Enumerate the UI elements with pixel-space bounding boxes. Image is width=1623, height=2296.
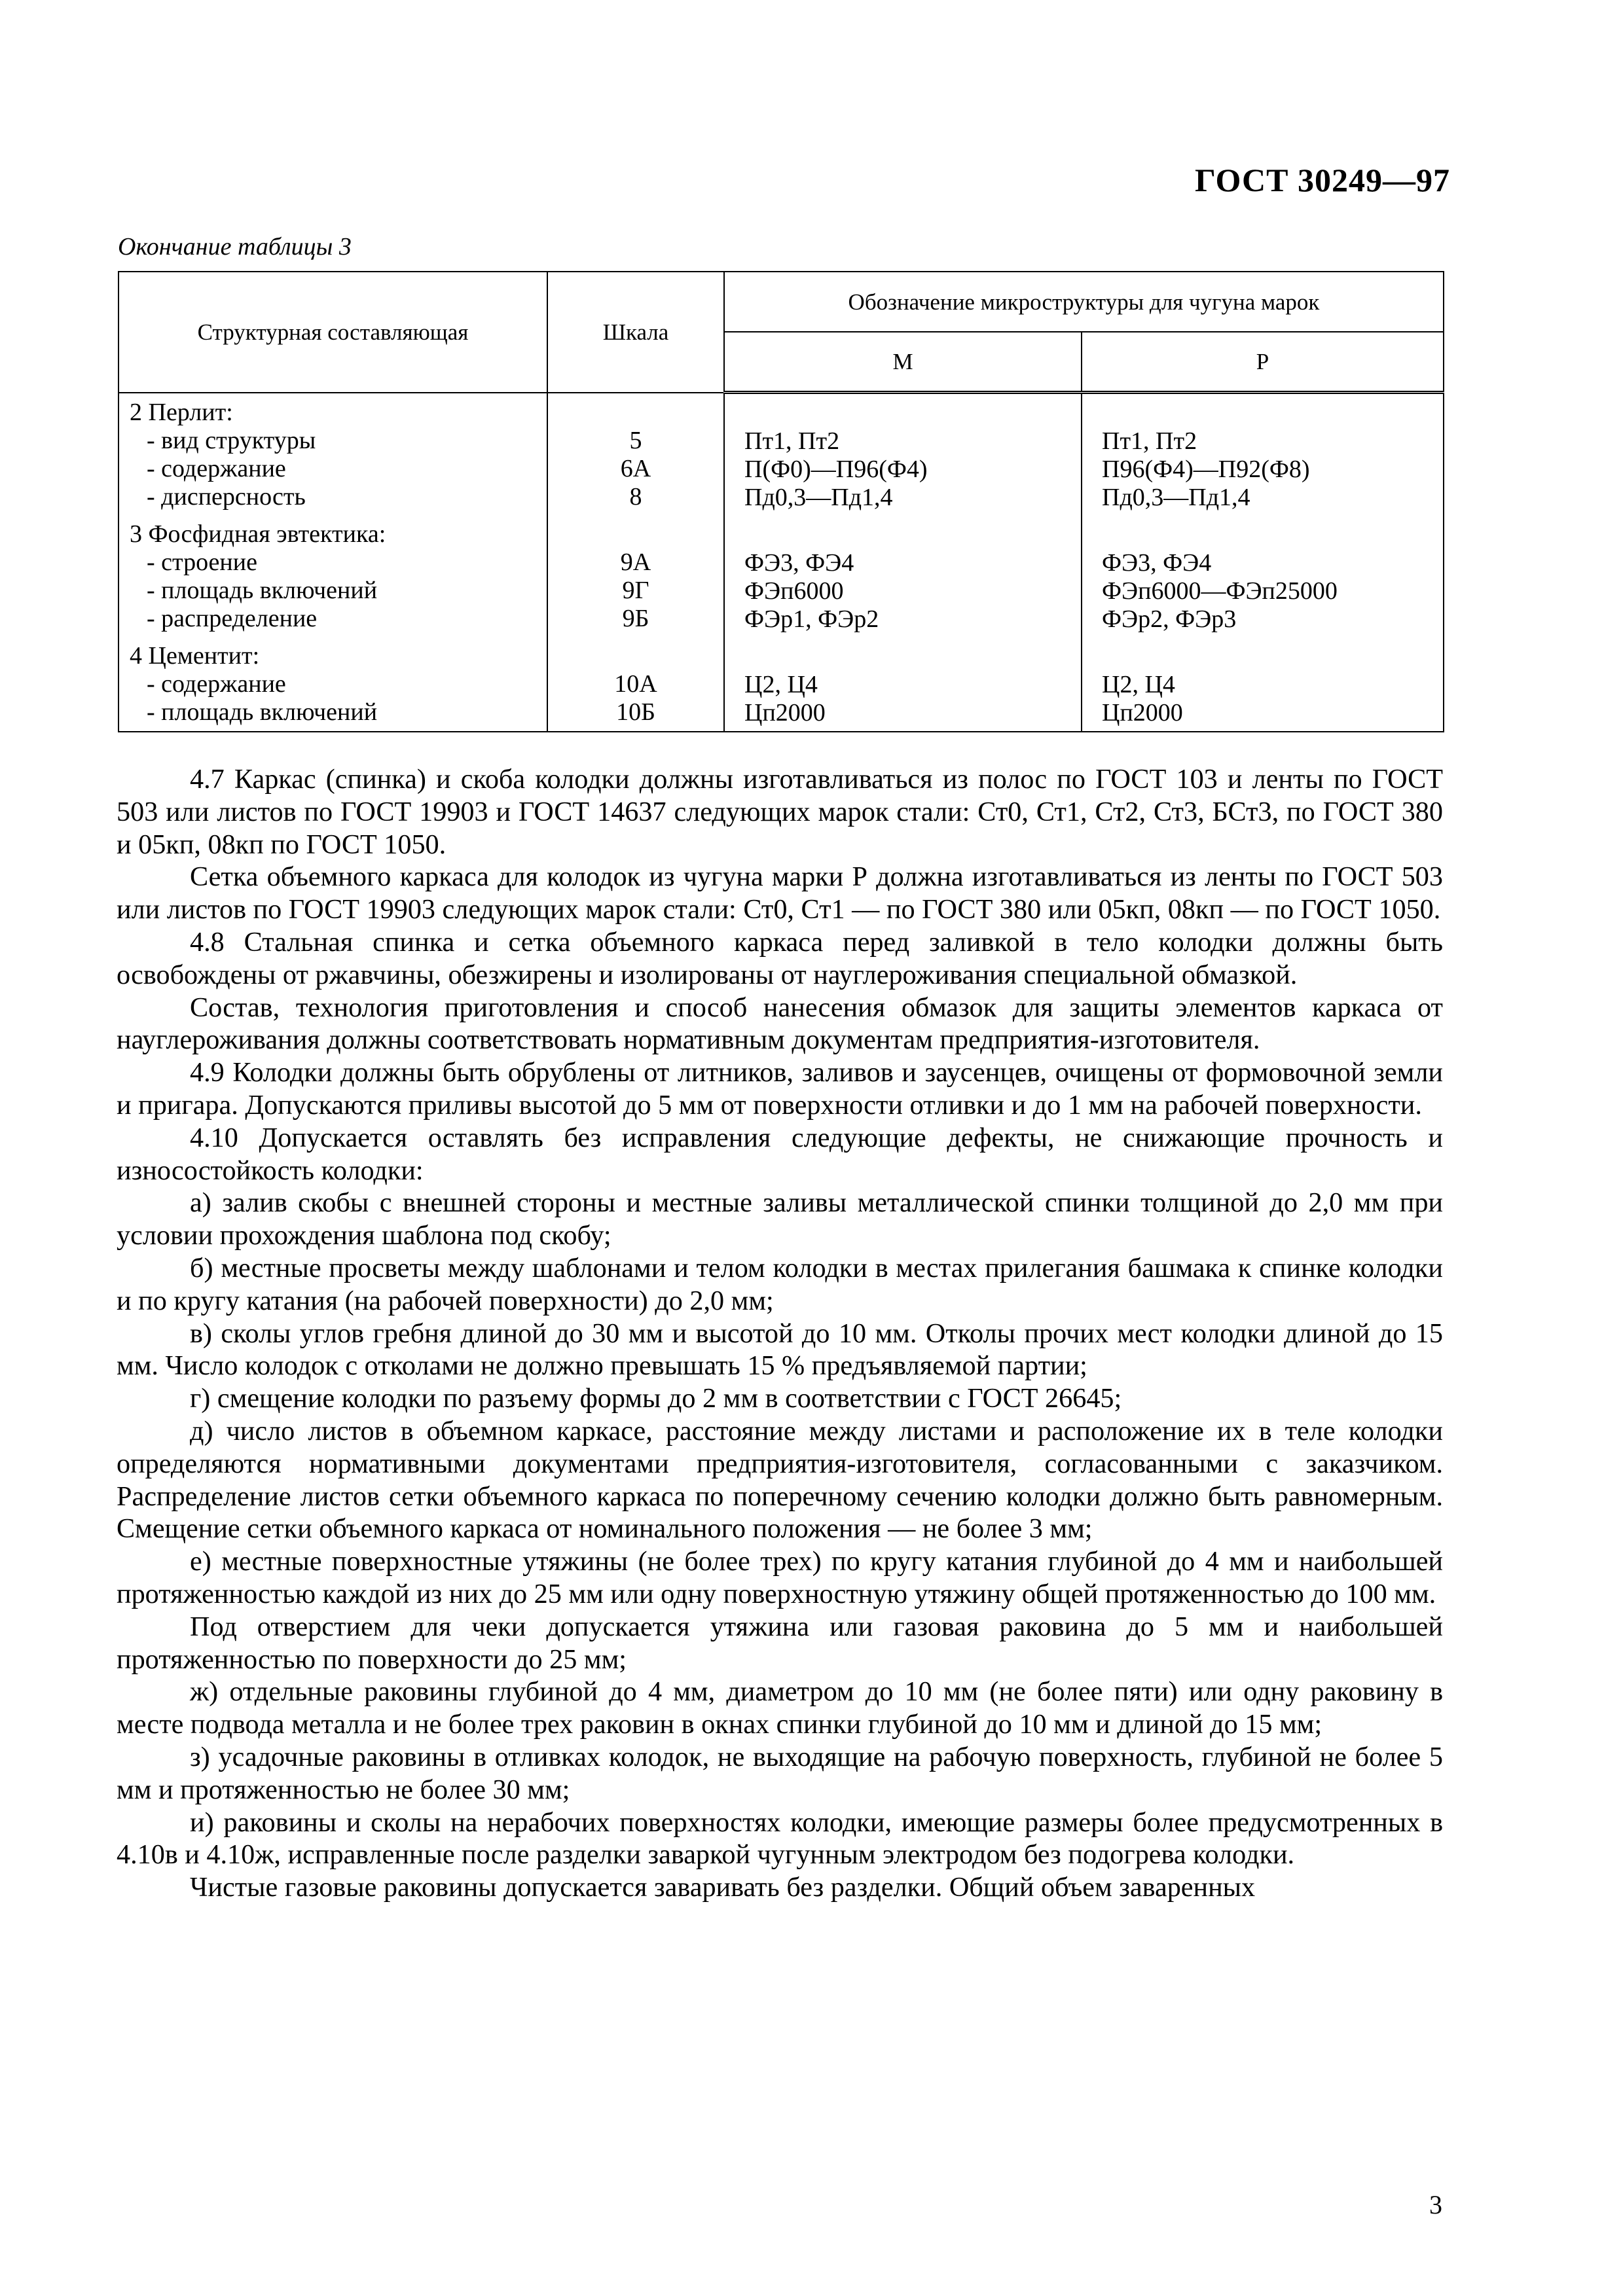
row-grade-p: Цп2000 [1102,699,1183,726]
row-grade-m: Пт1, Пт2 [744,427,840,455]
row-scale: 5 [629,426,642,454]
row-grade-p: ФЭр2, ФЭр3 [1102,605,1237,633]
header-component: Структурная составляющая [119,272,547,393]
paragraph: б) местные просветы между шаблонами и телом колодки в местах прилегания башмака к спинке колодки и по кругу катания (на рабочей поверхности) до 2,0 мм; [117,1252,1443,1316]
row-grade-m: П(Ф0)—П96(Ф4) [744,456,928,483]
row-grade-p: Пт1, Пт2 [1102,427,1197,455]
row-scale: 9Г [622,576,649,604]
table-caption: Окончание таблицы 3 [118,233,352,260]
paragraph: а) залив скобы с внешней стороны и местные заливы металлической спинки толщиной до 2,0 мм при условии прохождения шаблона под скобу; [117,1187,1443,1251]
body-text [117,763,1443,1904]
group-title: 4 Цементит: [130,641,260,670]
paragraph: Сетка объемного каркаса для колодок из чугуна марки Р должна изготавливаться из ленты по ГОСТ 503 или листов по ГОСТ 19903 следующих марок стали: Ст0, Ст1 — по ГОСТ 380 или 05кп, 08кп — по ГОСТ 1050. [117,861,1443,925]
group-phosphide-eutectic [130,520,547,633]
row-scale: 8 [629,482,642,511]
row-scale: 9Б [622,604,649,632]
row-grade-p: П96(Ф4)—П92(Ф8) [1102,456,1310,483]
paragraph: е) местные поверхностные утяжины (не более трех) по кругу катания глубиной до 4 мм и наибольшей протяженностью каждой из них до 25 мм или одну поверхностную утяжину общей протяженностью до 100 мм. [117,1546,1443,1609]
row-grade-m: ФЭп6000 [744,577,844,605]
component-column [119,393,547,732]
row-name: - площадь включений [147,698,378,726]
row-grade-p: Ц2, Ц4 [1102,671,1175,698]
scale-column [547,393,724,732]
row-name: - дисперсность [147,482,306,511]
row-grade-m: ФЭ3, ФЭ4 [744,549,854,577]
table-body-row [119,393,1444,732]
paragraph: г) смещение колодки по разъему формы до 2 мм в соответствии с ГОСТ 26645; [190,1383,1122,1414]
header-scale: Шкала [547,272,724,393]
row-scale: 10А [614,670,657,698]
paragraph: Состав, технология приготовления и способ нанесения обмазок для защиты элементов каркаса от науглероживания должны соответствовать нормативным документам предприятия-изготовителя. [117,992,1443,1056]
row-grade-p: ФЭп6000—ФЭп25000 [1102,577,1338,605]
row-name: - содержание [147,454,286,482]
group-pearlite [130,399,547,511]
paragraph: 4.7 Каркас (спинка) и скоба колодки должны изготавливаться из полос по ГОСТ 103 и ленты по ГОСТ 503 или листов по ГОСТ 19903 и ГОСТ 14637 следующих марок стали: Ст0, Ст1, Ст2, Ст3, БСт3, по ГОСТ 380 и 05кп, 08кп по ГОСТ 1050. [117,764,1443,860]
row-grade-m: Ц2, Ц4 [744,671,818,698]
row-name: - вид структуры [147,426,316,454]
paragraph: Под отверстием для чеки допускается утяжина или газовая раковина до 5 мм и наибольшей протяженностью по поверхности до 25 мм; [117,1611,1443,1675]
header-grade-p: Р [1082,332,1444,393]
paragraph: 4.10 Допускается оставлять без исправления следующие дефекты, не снижающие прочность и износостойкость колодки: [117,1122,1443,1186]
row-name: - строение [147,548,257,576]
header-designation: Обозначение микроструктуры для чугуна марок [724,272,1444,332]
row-name: - содержание [147,670,286,698]
row-grade-m: Цп2000 [744,699,826,726]
row-scale: 10Б [616,698,655,726]
group-title: 3 Фосфидная эвтектика: [130,520,386,548]
row-name: - распределение [147,604,318,632]
paragraph: в) сколы углов гребня длиной до 30 мм и высотой до 10 мм. Отколы прочих мест колодки длиной до 15 мм. Число колодок с отколами не должно превышать 15 % предъявляемой партии; [117,1318,1443,1382]
grade-p-column [1082,393,1444,732]
paragraph: з) усадочные раковины в отливках колодок, не выходящие на рабочую поверхность, глубиной не более 5 мм и протяженностью не более 30 мм; [117,1741,1443,1805]
paragraph: Чистые газовые раковины допускается заваривать без разделки. Общий объем заваренных [190,1872,1256,1903]
header-grade-m: М [724,332,1082,393]
row-grade-m: ФЭр1, ФЭр2 [744,605,879,633]
row-name: - площадь включений [147,576,378,604]
row-grade-p: Пд0,3—Пд1,4 [1102,484,1250,511]
paragraph: 4.9 Колодки должны быть обрублены от литников, заливов и заусенцев, очищены от формовочной земли и пригара. Допускаются приливы высотой до 5 мм от поверхности отливки и до 1 мм на рабочей поверхности. [117,1057,1443,1121]
paragraph: и) раковины и сколы на нерабочих поверхностях колодки, имеющие размеры более предусмотренных в 4.10в и 4.10ж, исправленные после разделки заваркой чугунным электродом без подогрева колодки. [117,1806,1443,1871]
group-cementite [130,642,547,726]
group-title: 2 Перлит: [130,398,233,426]
paragraph: ж) отдельные раковины глубиной до 4 мм, диаметром до 10 мм (не более пяти) или одну раковину в месте подвода металла и не более трех раковин в окнах спинки глубиной до 10 мм и длиной до 15 мм; [117,1676,1443,1740]
paragraph: д) число листов в объемном каркасе, расстояние между листами и расположение их в теле колодки определяются нормативными документами предприятия-изготовителя, согласованными с заказчиком. Распределение листов сетки объемного каркаса по поперечному сечению колодки должно быть равномерным. Смещение сетки объемного каркаса от номинального положения — не более 3 мм; [117,1415,1443,1545]
microstructure-table [118,271,1444,732]
grade-m-column [724,393,1082,732]
row-scale: 9А [620,548,651,576]
row-grade-p: ФЭ3, ФЭ4 [1102,549,1212,577]
page-number: 3 [1429,2190,1442,2219]
paragraph: 4.8 Стальная спинка и сетка объемного каркаса перед заливкой в тело колодки должны быть освобождены от ржавчины, обезжирены и изолированы от науглероживания специальной обмазкой. [117,926,1443,990]
row-grade-m: Пд0,3—Пд1,4 [744,484,893,511]
row-scale: 6А [620,454,651,482]
document-id: ГОСТ 30249—97 [1194,162,1450,198]
